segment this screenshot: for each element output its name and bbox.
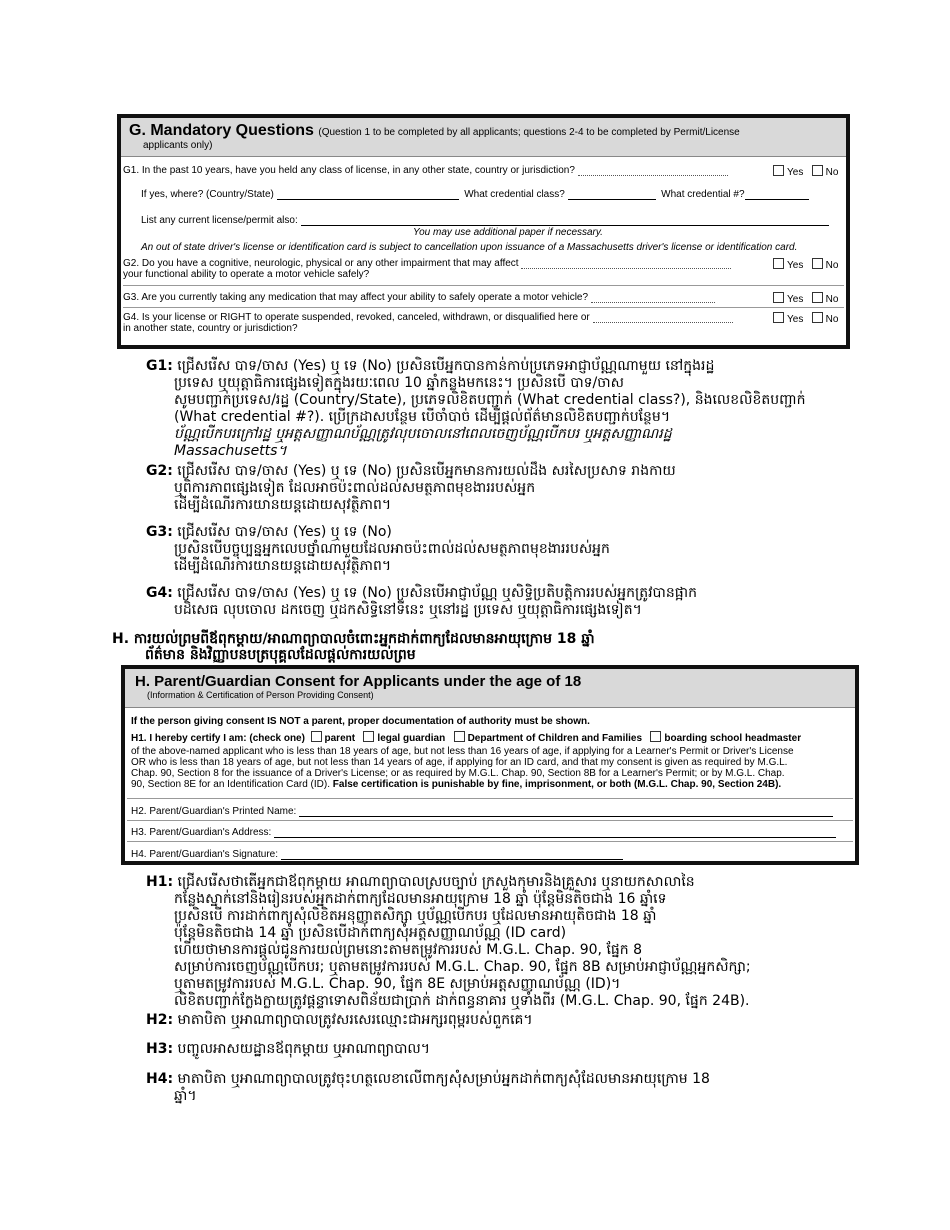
h1-paragraph-line: 90, Section 8E for an Identification Card (ID). bbox=[131, 779, 333, 790]
khmer-g1-block bbox=[146, 358, 876, 460]
section-g-header bbox=[121, 118, 846, 157]
g3-row bbox=[123, 292, 843, 303]
khmer-h-heading-line2: ព័ត៌មាន និងវិញ្ញាបនបត្របុគ្គលដែលផ្តល់ការយល់ព្រម bbox=[145, 647, 416, 663]
no-label: No bbox=[825, 314, 839, 325]
h1-paragraph-line: OR who is less than 18 years of age, but not less than 14 years of age, if applying for an ID card, and that my consent is given as required by M.G.L. bbox=[131, 757, 788, 768]
section-g-subtitle: (Question 1 to be completed by all applicants; questions 2-4 to be completed by Permit/License bbox=[318, 127, 740, 138]
g4-question-line2: in another state, country or jurisdiction? bbox=[123, 323, 298, 334]
h1-row bbox=[131, 731, 801, 744]
khmer-h1-line: ប៉ុន្តែមិនតិចជាង 14 ឆ្នាំ ប្រសិនបើដាក់ពាក្យសុំអត្តសញ្ញាណប័ណ្ណ (ID card) bbox=[174, 925, 567, 941]
parent-label: parent bbox=[324, 733, 356, 744]
g1-where-row bbox=[141, 189, 841, 200]
section-h-header bbox=[125, 669, 855, 708]
h1-paragraph bbox=[131, 746, 853, 790]
khmer-g4-line: ជ្រើសរើស បាទ/ចាស (Yes) ឬ ទេ (No) ប្រសិនបើអាជ្ញាប័ណ្ណ ឬសិទ្ធិប្រតិបត្តិការរបស់អ្នកត្រូវបានផ្អាក bbox=[177, 585, 697, 601]
g2-row bbox=[123, 258, 843, 280]
h3-address-field[interactable] bbox=[274, 828, 836, 838]
section-h-title: H. Parent/Guardian Consent for Applicants under the age of 18 bbox=[135, 673, 582, 690]
g1-where-field[interactable] bbox=[277, 190, 459, 200]
khmer-h1-label: H1: bbox=[146, 874, 174, 890]
h2-label: H2. Parent/Guardian's Printed Name: bbox=[131, 806, 297, 817]
yes-label: Yes bbox=[787, 167, 804, 178]
khmer-g3-line: ប្រសិនបើបច្ចុប្បន្នអ្នកលេបថ្នាំណាមួយដែលអាចប៉ះពាល់ដល់សមត្ថភាពមុខងាររបស់អ្នក bbox=[174, 541, 610, 557]
khmer-g3-block bbox=[146, 524, 876, 575]
g1-yes-checkbox[interactable] bbox=[773, 165, 784, 176]
g4-yes-checkbox[interactable] bbox=[773, 312, 784, 323]
h1-false-cert-warning: False certification is punishable by fine, imprisonment, or both (M.G.L. Chap. 90, Section 24B). bbox=[332, 779, 782, 790]
khmer-h2-block bbox=[146, 1012, 876, 1029]
g4-no-checkbox[interactable] bbox=[812, 312, 823, 323]
legal-guardian-checkbox[interactable] bbox=[363, 731, 374, 742]
khmer-g1-line: Massachusetts។ bbox=[174, 443, 287, 459]
khmer-g2-label: G2: bbox=[146, 463, 173, 479]
khmer-h4-line: ឆ្នាំ។ bbox=[174, 1088, 197, 1104]
h2-row bbox=[131, 806, 833, 817]
khmer-g2-block bbox=[146, 463, 876, 514]
g4-row bbox=[123, 312, 843, 334]
no-label: No bbox=[825, 260, 839, 271]
khmer-h-heading bbox=[112, 631, 595, 663]
leader-dots bbox=[521, 260, 731, 269]
h3-label: H3. Parent/Guardian's Address: bbox=[131, 827, 272, 838]
leader-dots bbox=[593, 314, 733, 323]
khmer-g1-line: ប័ណ្ណបើកបរក្រៅរដ្ឋ ឬអត្តសញ្ញាណប័ណ្ណត្រូវលុបចោលនៅពេលចេញប័ណ្ណបើកបរ ឬអត្តសញ្ញាណរដ្ឋ bbox=[174, 426, 672, 442]
khmer-h1-line: ប្រសិនបើ ការដាក់ពាក្យសុំលិខិតអនុញ្ញាតសិក្សា ឬប័ណ្ណបើកបរ ឬដែលមានអាយុតិចជាង 18 ឆ្នាំ bbox=[174, 908, 657, 924]
divider bbox=[123, 307, 844, 308]
khmer-h1-line: កន្លែងស្នាក់នៅនិងរៀនរបស់អ្នកដាក់ពាក្យដែលមានអាយុក្រោម 18 ឆ្នាំ ប៉ុន្តែមិនតិចជាង 16 ឆ្នាំទេ bbox=[174, 891, 667, 907]
boarding-school-checkbox[interactable] bbox=[650, 731, 661, 742]
khmer-g3-line: ជ្រើសរើស បាទ/ចាស (Yes) ឬ ទេ (No) bbox=[177, 524, 392, 540]
khmer-h2-label: H2: bbox=[146, 1012, 174, 1028]
h1-paragraph-line: Chap. 90, Section 8 for the issuance of a Driver's License; or as required by M.G.L. Chap. 90, Section 8B for a Learner's Permit; or by M.G.L. Chap. bbox=[131, 768, 785, 779]
g4-question-line1: G4. Is your license or RIGHT to operate suspended, revoked, canceled, withdrawn, or disqualified here or bbox=[123, 312, 590, 323]
g3-no-checkbox[interactable] bbox=[812, 292, 823, 303]
section-g-subtitle2: applicants only) bbox=[143, 140, 213, 151]
parent-checkbox[interactable] bbox=[311, 731, 322, 742]
h1-lead: H1. I hereby certify I am: (check one) bbox=[131, 733, 305, 744]
khmer-h1-line: ហើយថាមានការផ្តល់ជូនការយល់ព្រមនោះតាមតម្រូវការរបស់ M.G.L. Chap. 90, ផ្នែក 8 bbox=[174, 942, 643, 958]
khmer-g4-block bbox=[146, 585, 876, 619]
legal-guardian-label: legal guardian bbox=[377, 733, 446, 744]
khmer-h4-block bbox=[146, 1071, 876, 1105]
g3-question: G3. Are you currently taking any medication that may affect your ability to safely operate a motor vehicle? bbox=[123, 292, 589, 303]
section-g-title: G. Mandatory Questions bbox=[129, 122, 314, 139]
g3-yes-checkbox[interactable] bbox=[773, 292, 784, 303]
divider bbox=[127, 841, 853, 842]
section-h-subtitle: (Information & Certification of Person Providing Consent) bbox=[147, 690, 374, 700]
no-label: No bbox=[825, 167, 839, 178]
yes-label: Yes bbox=[787, 294, 804, 305]
g1-where-label: If yes, where? (Country/State) bbox=[141, 189, 274, 200]
khmer-g3-line: ដើម្បីដំណើរការយានយន្តដោយសុវត្ថិភាព។ bbox=[174, 558, 392, 574]
khmer-h1-block bbox=[146, 874, 876, 1010]
g1-question: G1. In the past 10 years, have you held any class of license, in any other state, country or jurisdiction? bbox=[123, 165, 575, 176]
section-g-form bbox=[117, 114, 850, 349]
g1-list-field[interactable] bbox=[301, 216, 829, 226]
dcf-label: Department of Children and Families bbox=[467, 733, 643, 744]
khmer-g3-label: G3: bbox=[146, 524, 173, 540]
leader-dots bbox=[578, 167, 728, 176]
h3-row bbox=[131, 827, 836, 838]
khmer-h4-label: H4: bbox=[146, 1071, 174, 1087]
g1-list-label: List any current license/permit also: bbox=[141, 215, 298, 226]
g2-yes-checkbox[interactable] bbox=[773, 258, 784, 269]
divider bbox=[127, 820, 853, 821]
dcf-checkbox[interactable] bbox=[454, 731, 465, 742]
khmer-h1-line: ឬតាមតម្រូវការរបស់ M.G.L. Chap. 90, ផ្នែក 8E សម្រាប់អត្តសញ្ញាណប័ណ្ណ (ID)។ bbox=[174, 976, 621, 992]
khmer-g1-line: ប្រទេស ឬយុត្តាធិការផ្សេងទៀតក្នុងរយៈពេល 10 ឆ្នាំកន្លងមកនេះ។ ប្រសិនបើ បាទ/ចាស bbox=[174, 375, 624, 391]
khmer-g1-label: G1: bbox=[146, 358, 173, 374]
khmer-h2-line: មាតាបិតា ឬអាណាព្យាបាលត្រូវសរសេរឈ្មោះជាអក្សរពុម្ពរបស់ពួកគេ។ bbox=[177, 1012, 533, 1028]
no-label: No bbox=[825, 294, 839, 305]
g1-out-of-state-note: An out of state driver's license or identification card is subject to cancellation upon issuance of a Massachusetts driver's license or identification card. bbox=[141, 242, 798, 253]
g1-num-field[interactable] bbox=[745, 190, 809, 200]
g1-class-field[interactable] bbox=[568, 190, 656, 200]
g1-no-checkbox[interactable] bbox=[812, 165, 823, 176]
khmer-g2-line: ឬពិការភាពផ្សេងទៀត ដែលអាចប៉ះពាល់ដល់សមត្ថភាពមុខងាររបស់អ្នក bbox=[174, 480, 536, 496]
khmer-h3-line: បញ្ចូលអាសយដ្ឋានឪពុកម្តាយ ឬអាណាព្យាបាល។ bbox=[177, 1041, 430, 1057]
khmer-g2-line: ជ្រើសរើស បាទ/ចាស (Yes) ឬ ទេ (No) ប្រសិនបើអ្នកមានការយល់ដឹង សរសៃប្រសាទ រាងកាយ bbox=[177, 463, 676, 479]
section-h-form bbox=[121, 665, 859, 865]
khmer-h3-block bbox=[146, 1041, 876, 1058]
khmer-g4-label: G4: bbox=[146, 585, 173, 601]
h1-paragraph-line: of the above-named applicant who is less than 18 years of age, but not less than 16 years of age, if applying for a Learner's Permit or Driver's License bbox=[131, 746, 794, 757]
boarding-school-label: boarding school headmaster bbox=[664, 733, 802, 744]
h2-name-field[interactable] bbox=[299, 807, 833, 817]
g2-question-line2: your functional ability to operate a motor vehicle safely? bbox=[123, 269, 370, 280]
g2-no-checkbox[interactable] bbox=[812, 258, 823, 269]
khmer-h1-line: សម្រាប់ការចេញប័ណ្ណបើកបរ; ឬតាមតម្រូវការរបស់ M.G.L. Chap. 90, ផ្នែក 8B សម្រាប់អាជ្ញាប័ណ្ណអ្នកសិក្សា; bbox=[174, 959, 751, 975]
g1-paper-note: You may use additional paper if necessary. bbox=[413, 227, 603, 238]
khmer-h4-line: មាតាបិតា ឬអាណាព្យាបាលត្រូវចុះហត្ថលេខាលើពាក្យសុំសម្រាប់អ្នកដាក់ពាក្យសុំដែលមានអាយុក្រោម 18 bbox=[177, 1071, 710, 1087]
leader-dots bbox=[591, 294, 715, 303]
khmer-h3-label: H3: bbox=[146, 1041, 174, 1057]
h4-signature-field[interactable] bbox=[281, 850, 623, 860]
khmer-g2-line: ដើម្បីដំណើរការយានយន្តដោយសុវត្ថិភាព។ bbox=[174, 497, 392, 513]
yes-label: Yes bbox=[787, 314, 804, 325]
g1-class-label: What credential class? bbox=[464, 189, 565, 200]
h4-label: H4. Parent/Guardian's Signature: bbox=[131, 849, 278, 860]
khmer-h-heading-line1: H. ការយល់ព្រមពីឪពុកម្តាយ/អាណាព្យាបាលចំពោះអ្នកដាក់ពាក្យដែលមានអាយុក្រោម 18 ឆ្នាំ bbox=[112, 631, 595, 647]
khmer-h1-line: ជ្រើសរើសថាតើអ្នកជាឪពុកម្តាយ អាណាព្យាបាលស្របច្បាប់ ក្រសួងកុមារនិងគ្រួសារ ឬនាយកសាលានៃ bbox=[177, 874, 695, 890]
khmer-g4-line: បដិសេធ លុបចោល ដកចេញ ឬដកសិទ្ធិនៅទីនេះ ឬនៅរដ្ឋ ប្រទេស ឬយុត្តាធិការផ្សេងទៀត។ bbox=[174, 602, 642, 618]
divider bbox=[123, 285, 844, 286]
g1-row bbox=[123, 165, 843, 176]
khmer-g1-line: ជ្រើសរើស បាទ/ចាស (Yes) ឬ ទេ (No) ប្រសិនបើអ្នកបានកាន់កាប់ប្រភេទអាជ្ញាប័ណ្ណណាមួយ នៅក្នុងរដ្ឋ bbox=[177, 358, 715, 374]
khmer-h1-line: លិខិតបញ្ជាក់ក្លែងក្លាយត្រូវផ្តន្ទាទោសពិន័យជាប្រាក់ ដាក់ពន្ធនាគារ ឬទាំងពីរ (M.G.L. Chap. 90, ផ្នែក 24B). bbox=[174, 993, 750, 1009]
h4-row bbox=[131, 849, 623, 860]
h-authority-note: If the person giving consent IS NOT a parent, proper documentation of authority must be shown. bbox=[131, 716, 590, 727]
khmer-g1-line: សូមបញ្ជាក់ប្រទេស/រដ្ឋ (Country/State), ប្រភេទលិខិតបញ្ជាក់ (What credential class?), និងលេខលិខិតបញ្ជាក់ bbox=[174, 392, 806, 408]
g2-question-line1: G2. Do you have a cognitive, neurologic, physical or any other impairment that may affect bbox=[123, 258, 519, 269]
yes-label: Yes bbox=[787, 260, 804, 271]
g1-num-label: What credential #? bbox=[661, 189, 745, 200]
khmer-g1-line: (What credential #?). ប្រើក្រដាសបន្ថែម បើចាំបាច់ ដើម្បីផ្តល់ព័ត៌មានលិខិតបញ្ជាក់បន្ថែម។ bbox=[174, 409, 671, 425]
divider bbox=[127, 798, 853, 799]
g1-list-row bbox=[141, 215, 841, 226]
